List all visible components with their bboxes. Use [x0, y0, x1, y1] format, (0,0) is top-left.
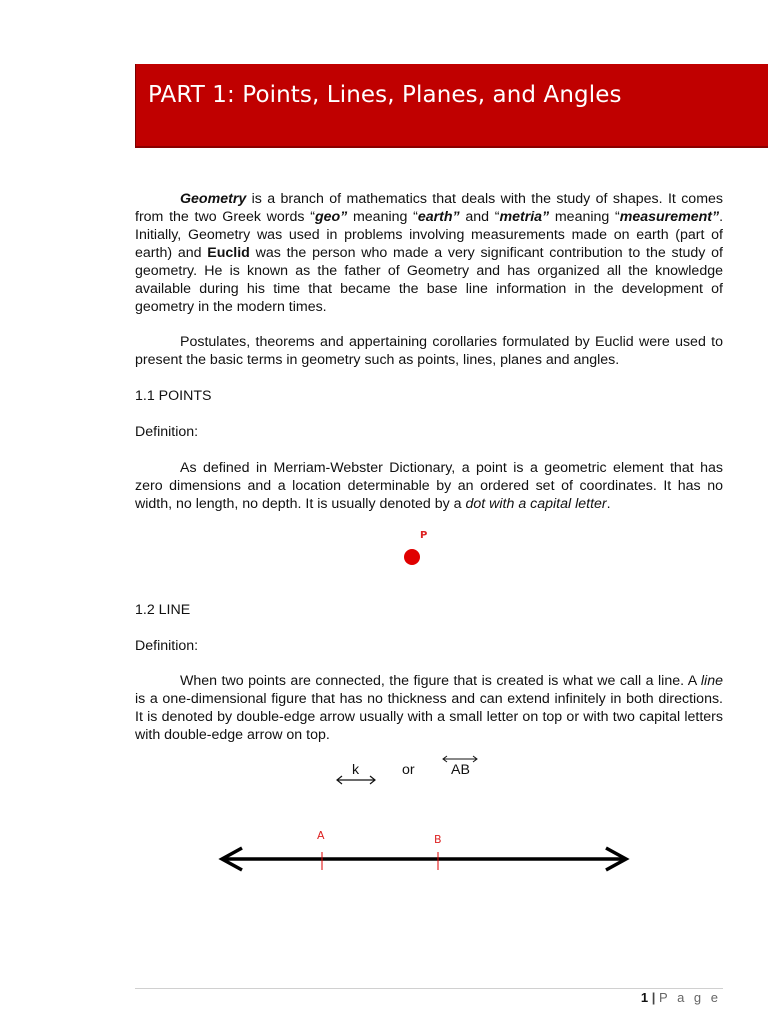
intro-text-6: was the person who made a very significant contribution to the study of geometry. He is known as the father of Geometry and has organized all the knowledge available during his time that became the base line information in the development of geometry in the modern times. — [135, 245, 723, 315]
line-text-1: When two points are connected, the figure that is created is what we call a line. A — [180, 673, 701, 689]
points-text-end: . — [606, 496, 611, 512]
line-emphasis: line — [700, 673, 723, 689]
points-text: As defined in Merriam-Webster Dictionary, a point is a geometric element that has zero dimensions and a location determinable by an ordered set of coordinates. It has no width, no length, no depth. It is usually denoted by a — [135, 460, 723, 512]
section-banner — [135, 64, 768, 148]
intro-paragraph — [135, 190, 723, 316]
intro-text-2: meaning “ — [347, 209, 418, 225]
intro-text-3: and “ — [459, 209, 500, 225]
page-word: P a g e — [659, 990, 721, 1005]
notation-ab-label: AB — [451, 762, 470, 778]
page-title: PART 1: Points, Lines, Planes, and Angles — [148, 82, 622, 108]
footer-divider — [135, 988, 723, 989]
notation-or-label: or — [402, 762, 415, 778]
term-geo: geo” — [314, 209, 348, 225]
term-euclid: Euclid — [207, 245, 250, 261]
postulates-paragraph: Postulates, theorems and appertaining corollaries formulated by Euclid were used to present the basic terms in geometry such as points, lines, planes and angles. — [135, 334, 723, 368]
line-paragraph — [135, 672, 723, 744]
notation-k-arrow-icon — [335, 774, 377, 786]
points-emphasis: dot with a capital letter — [465, 496, 607, 512]
intro-text-5: . Initially, Geometry was used in problems involving measurements made on earth (part of earth) and — [135, 209, 724, 261]
point-a-label: A — [317, 829, 325, 842]
page-footer — [641, 990, 721, 1005]
term-geometry: Geometry — [180, 191, 247, 207]
page-number: 1 — [640, 990, 649, 1005]
line-ab-figure — [210, 840, 640, 880]
points-paragraph — [135, 459, 723, 513]
term-earth: earth” — [417, 209, 460, 225]
point-b-label: B — [434, 833, 442, 846]
point-p-dot — [404, 549, 420, 565]
term-metria: metria” — [499, 209, 550, 225]
term-measurement: measurement” — [619, 209, 720, 225]
point-p-label: P — [420, 530, 428, 541]
intro-text-1: is a branch of mathematics that deals with the study of shapes. It comes from the two Greek words “ — [135, 191, 723, 225]
line-text-2: is a one-dimensional figure that has no thickness and can extend infinitely in both directions. It is denoted by double-edge arrow usually with a small letter on top or with two capital letters with double-edge arrow on top. — [135, 691, 723, 743]
points-heading: 1.1 POINTS — [135, 388, 212, 404]
points-definition-label: Definition: — [135, 424, 199, 440]
point-p-figure — [403, 548, 421, 566]
notation-k-label: k — [352, 762, 360, 778]
line-heading: 1.2 LINE — [135, 602, 191, 618]
footer-separator: | — [651, 990, 656, 1005]
line-definition-label: Definition: — [135, 638, 199, 654]
intro-text-4: meaning “ — [549, 209, 620, 225]
